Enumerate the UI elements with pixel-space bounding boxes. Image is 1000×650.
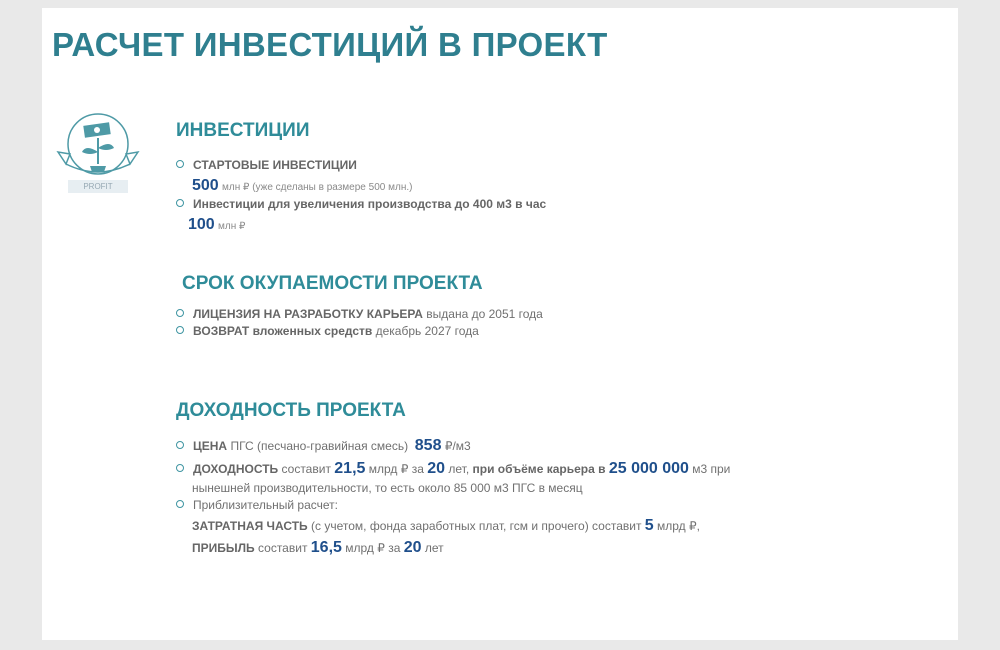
list-item: ЦЕНА ПГС (песчано-гравийная смесь) 858 ₽/м3 [176, 437, 471, 455]
list-item: 100 млн ₽ [188, 216, 246, 233]
list-item: Приблизительный расчет: [176, 498, 338, 512]
bullet-icon [176, 309, 184, 317]
bullet-icon [176, 500, 184, 508]
logo-label: PROFIT [68, 180, 128, 193]
list-item: Инвестиции для увеличения производства до 400 м3 в час [176, 197, 546, 211]
payback-heading: СРОК ОКУПАЕМОСТИ ПРОЕКТА [182, 273, 483, 294]
list-item: СТАРТОВЫЕ ИНВЕСТИЦИИ [176, 158, 357, 172]
bullet-icon [176, 326, 184, 334]
investments-heading: ИНВЕСТИЦИИ [176, 120, 310, 141]
list-item-continuation: нынешней производительности, то есть около 85 000 м3 ПГС в месяц [192, 481, 583, 495]
list-item: ПРИБЫЛЬ составит 16,5 млрд ₽ за 20 лет [192, 539, 444, 556]
list-item: ДОХОДНОСТЬ составит 21,5 млрд ₽ за 20 лет, при объёме карьера в 25 000 000 м3 при [176, 460, 730, 478]
list-item: ЗАТРАТНАЯ ЧАСТЬ (с учетом, фонда заработных плат, гсм и прочего) составит 5 млрд ₽, [192, 517, 700, 534]
bullet-icon [176, 441, 184, 449]
profitability-heading: ДОХОДНОСТЬ ПРОЕКТА [176, 400, 406, 421]
list-item: 500 млн ₽ (уже сделаны в размере 500 млн.) [192, 177, 413, 194]
page-title: РАСЧЕТ ИНВЕСТИЦИЙ В ПРОЕКТ [52, 26, 608, 63]
bullet-icon [176, 160, 184, 168]
slide [42, 8, 958, 640]
bullet-icon [176, 199, 184, 207]
bullet-icon [176, 464, 184, 472]
list-item: ЛИЦЕНЗИЯ НА РАЗРАБОТКУ КАРЬЕРА выдана до 2051 года [176, 307, 543, 321]
list-item: ВОЗВРАТ вложенных средств декабрь 2027 года [176, 324, 479, 338]
